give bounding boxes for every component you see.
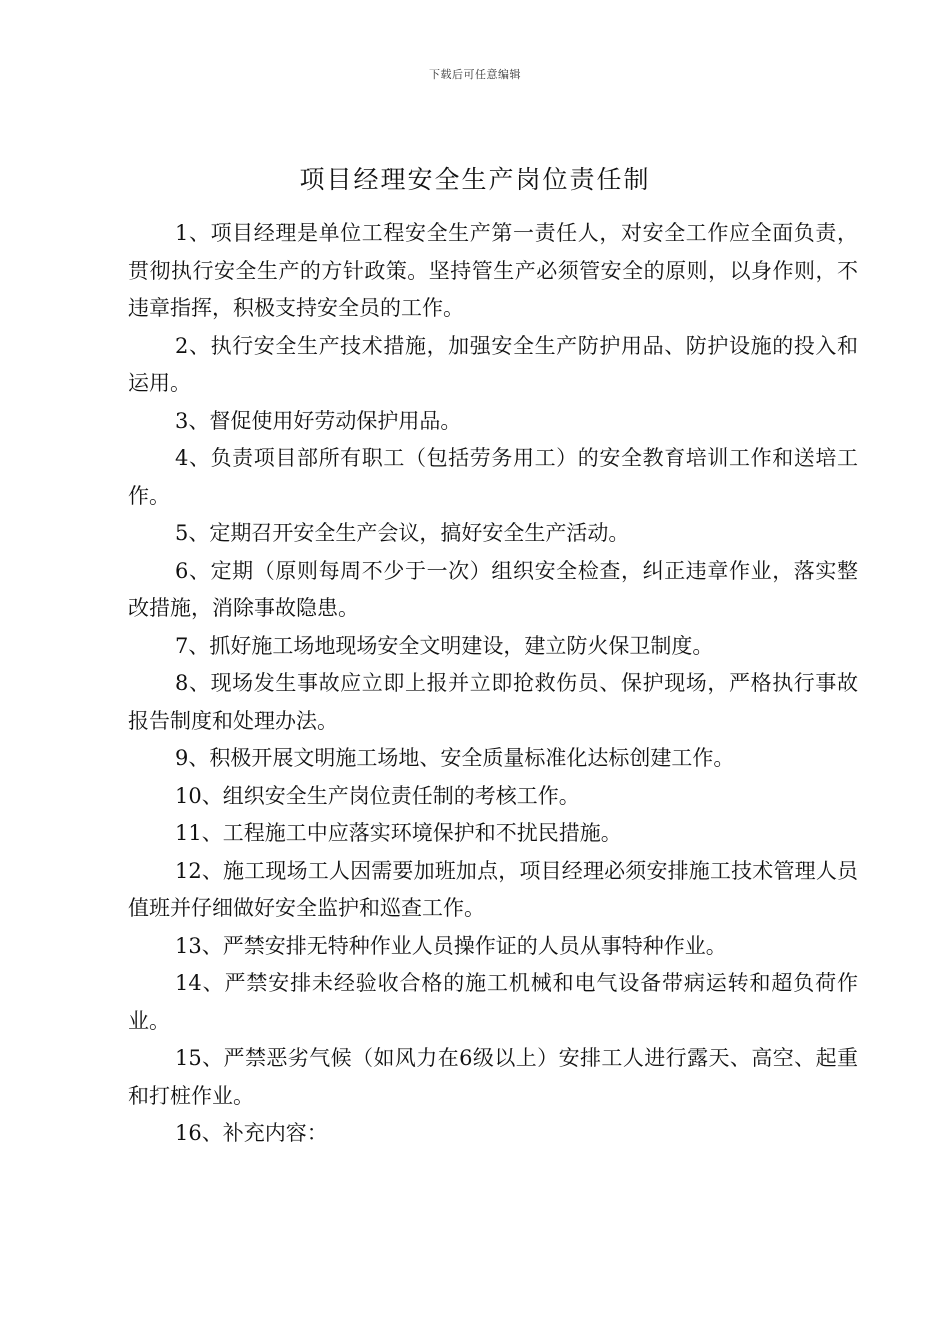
paragraph-13: 13、严禁安排无特种作业人员操作证的人员从事特种作业。 <box>175 933 727 958</box>
paragraph-1: 1、项目经理是单位工程安全生产第一责任人，对安全工作应全面负责，贯彻执行安全生产的方针政策。坚持管生产必须管安全的原则，以身作则，不违章指挥，积极支持安全员的工作。 <box>128 221 858 320</box>
paragraph-6: 6、定期（原则每周不少于一次）组织安全检查，纠正违章作业，落实整改措施，消除事故隐患。 <box>128 558 858 620</box>
paragraph-12: 12、施工现场工人因需要加班加点，项目经理必须安排施工技术管理人员值班并仔细做好安全监护和巡查工作。 <box>128 858 858 920</box>
document-body <box>128 215 858 1153</box>
paragraph-5: 5、定期召开安全生产会议，搞好安全生产活动。 <box>175 521 630 545</box>
paragraph-7: 7、抓好施工场地现场安全文明建设，建立防火保卫制度。 <box>175 633 714 658</box>
paragraph-11: 11、工程施工中应落实环境保护和不扰民措施。 <box>175 821 622 845</box>
paragraph-10: 10、组织安全生产岗位责任制的考核工作。 <box>175 783 580 808</box>
paragraph-2: 2、执行安全生产技术措施，加强安全生产防护用品、防护设施的投入和运用。 <box>128 333 858 395</box>
header-note: 下载后可任意编辑 <box>429 68 521 81</box>
paragraph-9: 9、积极开展文明施工场地、安全质量标准化达标创建工作。 <box>175 746 735 770</box>
paragraph-3: 3、督促使用好劳动保护用品。 <box>175 408 462 433</box>
document-title: 项目经理安全生产岗位责任制 <box>299 165 651 194</box>
paragraph-16: 16、补充内容： <box>175 1121 328 1145</box>
paragraph-8: 8、现场发生事故应立即上报并立即抢救伤员、保护现场，严格执行事故报告制度和处理办法。 <box>128 671 858 733</box>
paragraph-14: 14、严禁安排未经验收合格的施工机械和电气设备带病运转和超负荷作业。 <box>128 971 858 1033</box>
paragraph-15: 15、严禁恶劣气候（如风力在6级以上）安排工人进行露天、高空、起重和打桩作业。 <box>128 1046 858 1108</box>
paragraph-4: 4、负责项目部所有职工（包括劳务用工）的安全教育培训工作和送培工作。 <box>128 446 858 508</box>
